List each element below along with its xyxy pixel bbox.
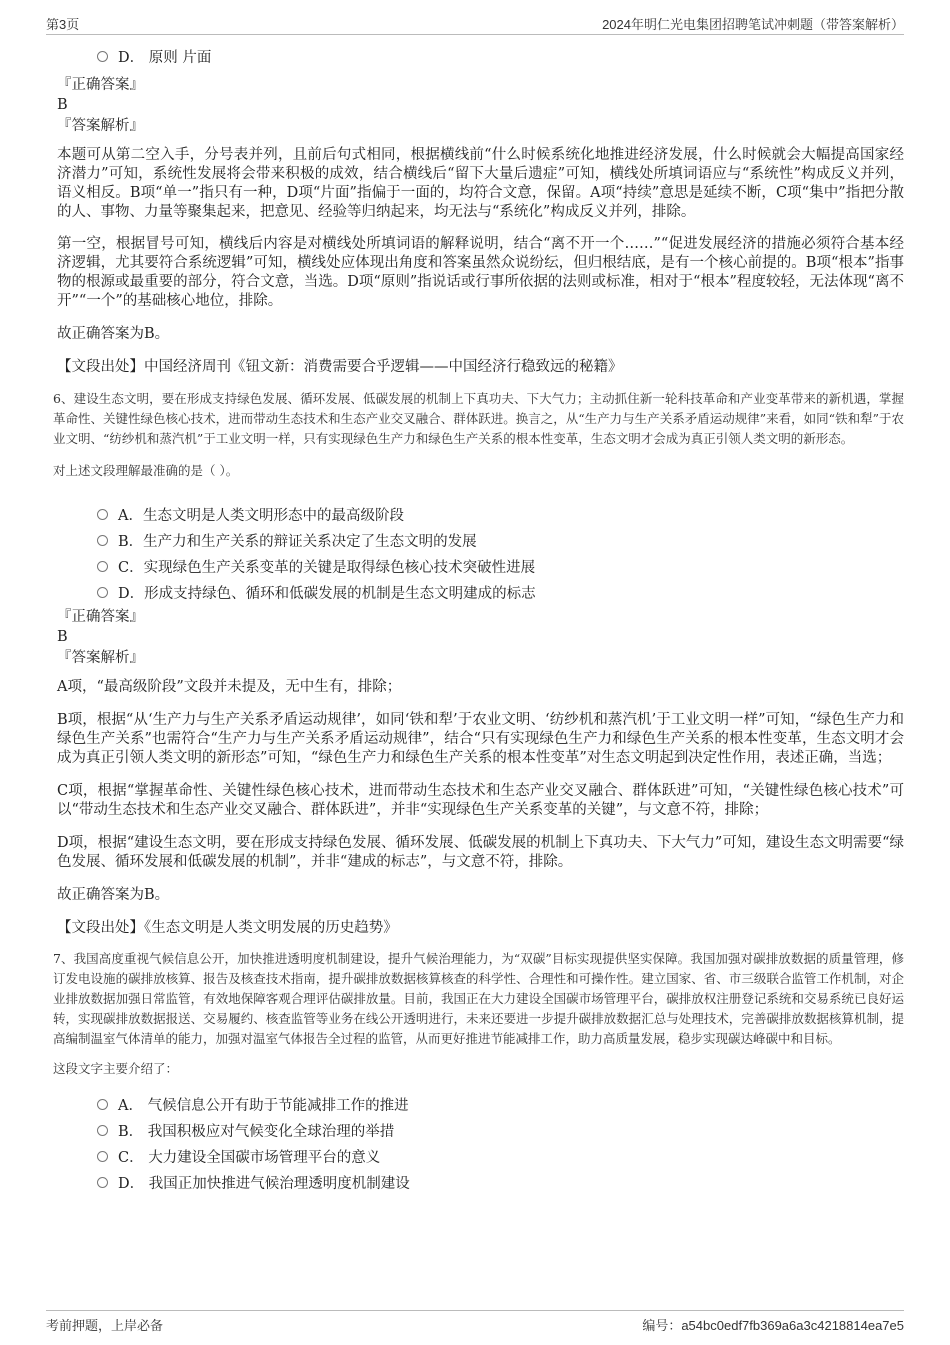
q7-option-c[interactable]	[97, 1143, 904, 1169]
q7-question-text: 7、我国高度重视气候信息公开，加快推进透明度机制建设，提升气候治理能力，为“双碳”目标实现提供坚实保障。我国加强对碳排放数据的质量管理，修订发电设施的碳排放核算、报告及核查技术指南，提升碳排放数据核算核查的科学性、合理性和可操作性。建立国家、省、市三级联合监管工作机制，对企业排放数据加强日常监管，有效地保障客观合理评估碳排放量。目前，我国正在大力建设全国碳市场管理平台，碳排放权注册登记系统和交易系统已良好运转，实现碳排放数据报送、交易履约、核查监管等业务在线公开透明进行，未来还要进一步提升碳排放数据汇总与处理技术，完善碳排放数据核算机制，提高编制温室气体清单的能力，加强对温室气体报告全过程的监管，从而更好推进节能减排工作，助力高质量发展，稳步实现碳达峰碳中和目标。	[53, 951, 904, 1046]
option-label: C．实现绿色生产关系变革的关键是取得绿色核心技术突破性进展	[118, 559, 536, 576]
option-label: A．生态文明是人类文明形态中的最高级阶段	[118, 507, 404, 524]
q6-analysis-d: D项，根据“建设生态文明，要在形成支持绿色发展、循环发展、低碳发展的机制上下真功夫、下大气力”可知，建设生态文明需要“绿色发展、循环发展和低碳发展的机制”，并非“建成的标志”，与文意不符，排除。	[57, 835, 904, 870]
q6-option-d[interactable]	[97, 579, 904, 605]
radio-icon[interactable]	[97, 1099, 108, 1110]
q6-conclusion: 故正确答案为B。	[57, 887, 170, 903]
q6-prompt: 对上述文段理解最准确的是（ ）。	[53, 463, 239, 478]
q5-option-d[interactable]	[97, 43, 904, 69]
document-title: 2024年明仁光电集团招聘笔试冲刺题（带答案解析）	[602, 17, 904, 32]
page-header	[46, 12, 904, 35]
page-content	[53, 40, 904, 1195]
q6-question-text: 6、建设生态文明，要在形成支持绿色发展、循环发展、低碳发展的机制上下真功夫、下大气力；主动抓住新一轮科技革命和产业变革带来的新机遇，掌握革命性、关键性绿色核心技术，进而带动生态技术和生态产业交叉融合、群体跃进。换言之，从“生产力与生产关系矛盾运动规律”来看，如同“铁和犁”于农业文明、“纺纱机和蒸汽机”于工业文明一样，只有实现绿色生产力和绿色生产关系的根本性变革，生态文明才会成为真正引领人类文明的新形态。	[53, 391, 904, 446]
radio-icon[interactable]	[97, 587, 108, 598]
q6-option-a[interactable]	[97, 501, 904, 527]
radio-icon[interactable]	[97, 509, 108, 520]
q6-analysis-title: 『答案解析』	[57, 650, 144, 666]
document-id: 编号：a54bc0edf7fb369a6a3c4218814ea7e5	[642, 1318, 904, 1333]
radio-icon[interactable]	[97, 1151, 108, 1162]
q5-conclusion: 故正确答案为B。	[57, 326, 170, 342]
option-label: A． 气候信息公开有助于节能减排工作的推进	[118, 1097, 409, 1114]
q5-answer: B	[57, 97, 68, 113]
q5-analysis-title: 『答案解析』	[57, 118, 144, 134]
footer-slogan: 考前押题，上岸必备	[46, 1318, 164, 1333]
option-label: C． 大力建设全国碳市场管理平台的意义	[118, 1149, 381, 1166]
q6-option-b[interactable]	[97, 527, 904, 553]
option-label: D． 我国正加快推进气候治理透明度机制建设	[118, 1175, 410, 1192]
q7-option-a[interactable]	[97, 1091, 904, 1117]
q6-answer-title: 『正确答案』	[57, 609, 144, 625]
q5-answer-title: 『正确答案』	[57, 77, 144, 93]
q5-source: 【文段出处】中国经济周刊《钮文新：消费需要合乎逻辑——中国经济行稳致远的秘籍》	[57, 359, 623, 375]
q7-prompt: 这段文字主要介绍了：	[53, 1061, 179, 1076]
q7-option-b[interactable]	[97, 1117, 904, 1143]
q6-answer: B	[57, 629, 68, 645]
q7-option-d[interactable]	[97, 1169, 904, 1195]
q5-analysis-p2: 第一空，根据冒号可知，横线后内容是对横线处所填词语的解释说明，结合“离不开一个……”“促进发展经济的措施必须符合基本经济逻辑，尤其要符合系统逻辑”可知，横线处应体现出角度和答案虽然众说纷纭，但归根结底，是有一个核心前提的。B项“根本”指事物的根源或最重要的部分，符合文意，当选。D项“原则”指说话或行事所依据的法则或标准，相对于“根本”程度较轻，无法体现“离不开”“一个”的基础核心地位，排除。	[57, 236, 904, 309]
option-label: B．生产力和生产关系的辩证关系决定了生态文明的发展	[118, 533, 477, 550]
radio-icon[interactable]	[97, 51, 108, 62]
option-label: B． 我国积极应对气候变化全球治理的举措	[118, 1123, 395, 1140]
page-footer	[46, 1310, 904, 1331]
radio-icon[interactable]	[97, 535, 108, 546]
option-label: D． 原则 片面	[118, 49, 212, 66]
option-label: D．形成支持绿色、循环和低碳发展的机制是生态文明建成的标志	[118, 585, 536, 602]
radio-icon[interactable]	[97, 1125, 108, 1136]
q6-analysis-a: A项，“最高级阶段”文段并未提及，无中生有，排除；	[57, 679, 402, 695]
radio-icon[interactable]	[97, 1177, 108, 1188]
q5-analysis-p1: 本题可从第二空入手，分号表并列，且前后句式相同，根据横线前“什么时候系统化地推进经济发展，什么时候就会大幅提高国家经济潜力”可知，系统性发展将会带来积极的成效，结合横线后“留下大量后遗症”可知，横线处所填词语应与“系统性”构成反义并列，语义相反。B项“单一”指只有一种，D项“片面”指偏于一面的，均符合文意，保留。A项“持续”意思是延续不断，C项“集中”指把分散的人、事物、力量等聚集起来，把意见、经验等归纳起来，均无法与“系统化”构成反义并列，排除。	[57, 147, 904, 220]
q6-analysis-c: C项，根据“掌握革命性、关键性绿色核心技术，进而带动生态技术和生态产业交叉融合、群体跃进”可知，“关键性绿色核心技术”可以“带动生态技术和生态产业交叉融合、群体跃进”，并非“实现绿色生产关系变革的关键”，与文意不符，排除；	[57, 783, 904, 818]
q6-source: 【文段出处】《生态文明是人类文明发展的历史趋势》	[57, 920, 398, 936]
q6-analysis-b: B项，根据“从‘生产力与生产关系矛盾运动规律’，如同‘铁和犁’于农业文明、‘纺纱机和蒸汽机’于工业文明一样”可知，“绿色生产力和绿色生产关系”也需符合“生产力与生产关系矛盾运动规律”，结合“只有实现绿色生产力和绿色生产关系的根本性变革，生态文明才会成为真正引领人类文明的新形态”可知，“绿色生产力和绿色生产关系的根本性变革”对生态文明起到决定性作用，表述正确，当选；	[57, 712, 904, 766]
page-number: 第3页	[46, 17, 80, 32]
radio-icon[interactable]	[97, 561, 108, 572]
q6-option-c[interactable]	[97, 553, 904, 579]
